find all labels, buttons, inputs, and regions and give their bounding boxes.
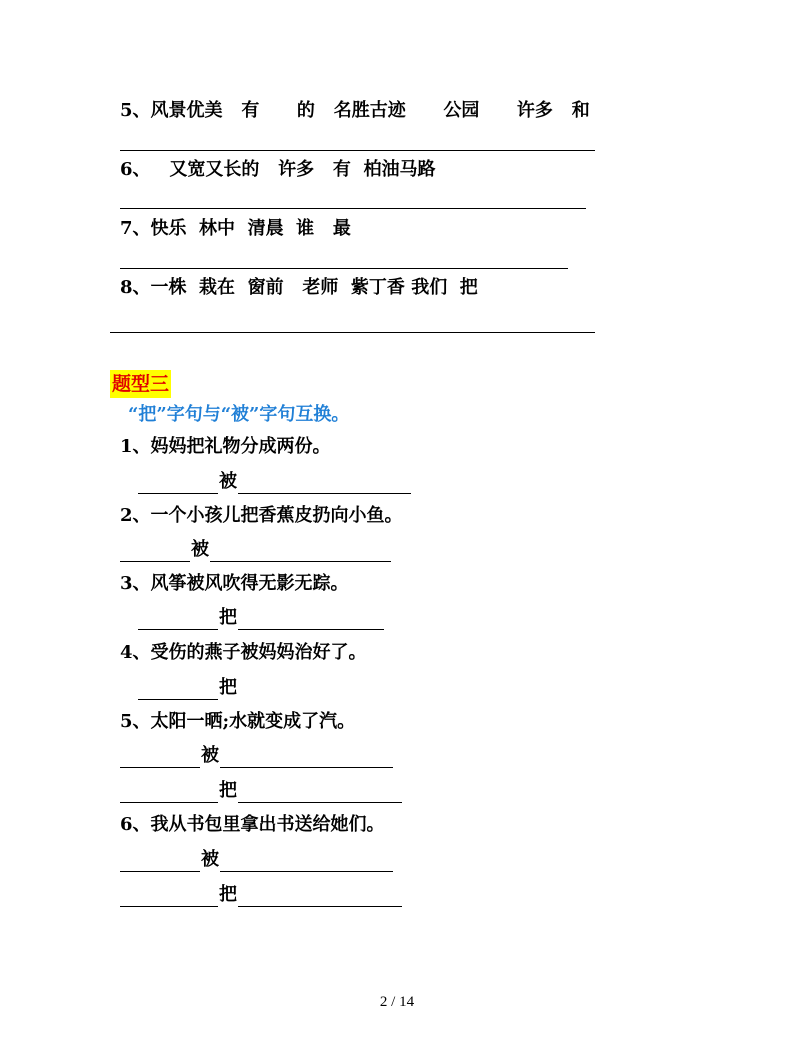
answer-row-5a [120,744,393,768]
answer-blank[interactable] [120,851,200,872]
answer-keyword: 把 [219,884,237,905]
question-1: 1、妈妈把礼物分成两份。 [120,436,331,457]
answer-blank[interactable] [138,609,218,630]
answer-row-4 [138,676,238,700]
answer-row-6b [120,883,402,907]
answer-row-1 [138,470,411,494]
answer-row-3 [138,606,384,630]
answer-blank[interactable] [120,782,218,803]
answer-keyword: 把 [219,607,237,628]
answer-blank[interactable] [210,541,391,562]
answer-blank[interactable] [238,886,402,907]
answer-keyword: 被 [201,745,219,766]
ordering-item-5: 5、风景优美 有 的 名胜古迹 公园 许多 和 [120,100,590,121]
section-instruction: “把”字句与“被”字句互换。 [128,404,350,425]
question-5: 5、太阳一晒;水就变成了汽。 [120,711,356,732]
answer-blank[interactable] [238,473,411,494]
section-heading: 题型三 [110,370,171,398]
answer-blank[interactable] [120,541,190,562]
question-6: 6、我从书包里拿出书送给她们。 [120,814,385,835]
answer-blank[interactable] [238,782,402,803]
ordering-item-6: 6、 又宽又长的 许多 有 柏油马路 [120,159,436,180]
question-3: 3、风筝被风吹得无影无踪。 [120,573,349,594]
answer-blank[interactable] [138,473,218,494]
answer-blank[interactable] [220,851,393,872]
ordering-item-8: 8、一株 栽在 窗前 老师 紫丁香 我们 把 [120,277,478,298]
question-2: 2、一个小孩儿把香蕉皮扔向小鱼。 [120,505,403,526]
answer-row-5b [120,779,402,803]
answer-line-6[interactable] [120,208,586,209]
answer-line-7[interactable] [120,268,568,269]
answer-blank[interactable] [120,747,200,768]
answer-keyword: 把 [219,780,237,801]
answer-keyword: 被 [219,471,237,492]
page-number: 2 / 14 [379,994,415,1010]
answer-row-2 [120,538,391,562]
answer-blank[interactable] [138,679,218,700]
ordering-item-7: 7、快乐 林中 清晨 谁 最 [120,218,351,239]
answer-blank[interactable] [238,609,384,630]
answer-line-5[interactable] [120,150,595,151]
question-4: 4、受伤的燕子被妈妈治好了。 [120,642,367,663]
answer-keyword: 把 [219,677,237,698]
answer-keyword: 被 [191,539,209,560]
answer-blank[interactable] [120,886,218,907]
answer-line-8[interactable] [110,332,595,333]
answer-row-6a [120,848,393,872]
answer-keyword: 被 [201,849,219,870]
answer-blank[interactable] [220,747,393,768]
